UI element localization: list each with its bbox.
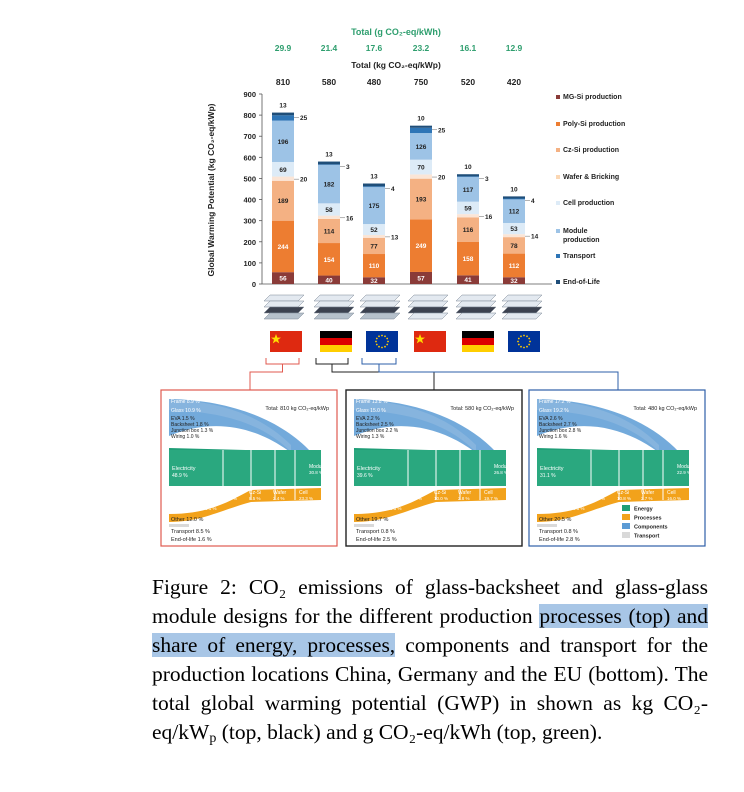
sankey-panel — [529, 390, 705, 546]
bar-data-label: 78 — [510, 242, 518, 250]
sankey-total: Total: 810 kg CO₂-eq/kWp — [265, 406, 329, 412]
connector-line — [332, 364, 434, 390]
y-axis-label: Global Warming Potential (kg CO₂-eq/kWp) — [206, 103, 216, 277]
sankey-other-label: Other 20.5 % — [539, 517, 572, 523]
flag-eu-star — [381, 347, 383, 349]
bar-segment — [503, 196, 525, 198]
bar-data-label: 182 — [323, 181, 335, 189]
sankey-stage-label: Wafer — [458, 490, 472, 496]
module-layer — [408, 301, 448, 307]
y-tick-label: 200 — [243, 237, 256, 247]
sankey-panels — [161, 390, 705, 546]
bar-segment — [363, 184, 385, 187]
y-tick-label: 0 — [251, 280, 256, 289]
bar-segment — [272, 113, 294, 116]
module-layer — [314, 301, 354, 307]
bar-data-label: 53 — [510, 226, 518, 234]
flag-eu-star — [520, 346, 522, 348]
flag-eu-star — [381, 335, 383, 337]
sankey-stage-label: Cz-Si — [617, 490, 630, 496]
bar-data-label: 189 — [277, 198, 289, 206]
sankey-stage-value: 10.0 % — [434, 496, 449, 501]
bars — [272, 103, 539, 286]
bracket-connectors — [250, 358, 618, 390]
sankey-eol-label: End-of-life 2.5 % — [356, 537, 397, 543]
sankey-electricity-value: 48.9 % — [172, 473, 188, 479]
sankey-component-label: Frame 17.2 % — [539, 399, 571, 405]
bar-data-label: 4 — [531, 198, 535, 205]
sankey-transport-label: Transport 8.5 % — [171, 529, 210, 535]
bar-segment — [318, 216, 340, 219]
flag-eu-star — [384, 335, 386, 337]
bar-data-label: 158 — [462, 256, 474, 264]
sankey-transport-flow — [537, 524, 557, 527]
bar-data-label: 249 — [415, 243, 427, 251]
sankey-stage-label: Wafer — [641, 490, 655, 496]
flag-eu — [366, 331, 398, 352]
sankey-component-label: Glass 15.0 % — [356, 408, 386, 414]
flag-eu-star — [376, 344, 378, 346]
sankey-component-label: EVA 2.6 % — [539, 416, 563, 422]
sankey-stage-value: 30.8 % — [309, 470, 324, 475]
flag-eu-star — [518, 344, 520, 346]
bar-segment — [410, 174, 432, 178]
sankey-component-label: Glass 10.9 % — [171, 408, 201, 414]
legend-swatch — [556, 95, 560, 99]
total-kg-per-kwp: 810 — [275, 77, 291, 87]
bar-data-label: 69 — [279, 166, 287, 174]
sankey-stage-label: Poly-Si — [591, 490, 607, 496]
total-g-per-kwh: 12.9 — [505, 43, 523, 53]
module-layer — [264, 307, 304, 313]
bar-data-label: 196 — [277, 138, 289, 146]
bar-data-label: 3 — [485, 175, 489, 183]
sankey-component-label: Frame 13.8 % — [356, 399, 388, 405]
total-kg-per-kwp: 750 — [413, 77, 429, 87]
sankey-stage-value: 0.5 % — [390, 506, 402, 511]
sankey-legend-label: Components — [634, 524, 668, 531]
y-tick-label: 600 — [243, 153, 256, 163]
sankey-other-label: Other 12.0 % — [171, 517, 204, 523]
sankey-stage-value: 10.8 % — [617, 496, 632, 501]
legend-swatch — [556, 201, 560, 205]
sankey-component-label: EVA 2.2 % — [356, 416, 380, 422]
bar-segment — [318, 162, 340, 165]
bar-data-label: 13 — [279, 102, 287, 110]
bar-data-label: 20 — [438, 174, 446, 182]
legend-label: Cz-Si production — [563, 147, 619, 154]
stacked-bar-chart — [206, 27, 625, 289]
sankey-component-label: Frame 8.9 % — [171, 399, 200, 405]
module-layer — [456, 295, 496, 301]
y-tick-label: 100 — [243, 258, 256, 268]
bar-segment — [272, 115, 294, 120]
flag-eu-star — [528, 344, 530, 346]
flag-eu-star — [529, 341, 531, 343]
bar-data-label: 4 — [391, 185, 395, 193]
sankey-component-label: Backsheet 2.5 % — [356, 422, 394, 428]
sankey-component-label: EVA 1.5 % — [171, 416, 195, 422]
module-layer — [264, 301, 304, 307]
sankey-stage-value: 16.0 % — [667, 496, 682, 501]
legend-swatch — [556, 122, 560, 126]
sankey-transport-flow — [169, 524, 189, 527]
module-layer — [408, 295, 448, 301]
flag-eu-star — [378, 346, 380, 348]
legend-label: End-of-Life — [563, 279, 600, 286]
module-layer — [360, 301, 400, 307]
bar-data-label: 193 — [415, 196, 427, 204]
flag-eu-star — [526, 346, 528, 348]
sankey-stage-label: Cell — [484, 490, 493, 496]
connector-line — [379, 364, 618, 390]
sankey-component-label: Wiring 1.0 % — [171, 434, 200, 440]
bar-segment — [457, 214, 479, 217]
total-g-per-kwh: 21.4 — [320, 43, 338, 53]
bar-data-label: 13 — [370, 173, 378, 181]
bar-data-label: 10 — [464, 164, 472, 172]
bar-data-label: 41 — [464, 277, 472, 285]
total-g-per-kwh: 23.2 — [412, 43, 430, 53]
sankey-stage-label: MG-Si — [573, 500, 588, 506]
sankey-stage-value: 2.8 % — [458, 496, 470, 501]
sankey-stage-label: Cz-Si — [434, 490, 447, 496]
sankey-stage-value: 0.8 % — [573, 506, 585, 511]
module-layer — [408, 313, 448, 319]
sankey-component-label: Wiring 1.6 % — [539, 434, 568, 440]
bar-data-label: 32 — [510, 278, 518, 286]
sankey-stage-value: 23.3 % — [299, 496, 314, 501]
module-layer — [502, 307, 542, 313]
caption-sub: p — [209, 731, 217, 746]
sankey-electricity-label: Electricity — [540, 466, 564, 472]
legend-swatch — [556, 229, 560, 233]
module-layer — [264, 313, 304, 319]
bar-segment — [503, 199, 525, 200]
sankey-eol-label: End-of-life 1.6 % — [171, 537, 212, 543]
sankey-electricity-label: Electricity — [172, 466, 196, 472]
sankey-panel — [161, 390, 337, 546]
flag-eu-star — [386, 344, 388, 346]
module-layer — [456, 313, 496, 319]
total-g-per-kwh-title: Total (g CO₂-eq/kWh) — [351, 27, 441, 37]
sankey-stage-label: Cell — [299, 490, 308, 496]
flag-eu-star — [386, 338, 388, 340]
bar-data-label: 112 — [508, 262, 520, 270]
sankey-stage-label: MG-Si — [390, 500, 405, 506]
bar-segment — [457, 176, 479, 177]
caption-part-3: (top, black) and g CO₂-eq/kWh (top, green). — [221, 720, 603, 744]
sankey-stage-value: 2.7 % — [641, 496, 653, 501]
legend-label: Poly-Si production — [563, 121, 626, 128]
flag-germany-black — [462, 331, 494, 338]
caption-highlight: processes (top) and share of energy, processes, — [152, 604, 708, 657]
flag-germany-gold — [320, 345, 352, 352]
bar-data-label: 244 — [277, 243, 289, 251]
sankey-stage-label: Poly-Si — [408, 490, 424, 496]
sankey-component-label: Backsheet 1.8 % — [171, 422, 209, 428]
figure-caption — [152, 573, 708, 753]
bar-data-label: 40 — [325, 277, 333, 285]
sankey-component-label: Junction box 1.3 % — [171, 428, 214, 434]
bar-data-label: 32 — [370, 278, 378, 286]
module-layer — [360, 307, 400, 313]
flag-eu-star — [523, 335, 525, 337]
flag-eu-star — [528, 338, 530, 340]
flag-germany-black — [320, 331, 352, 338]
sankey-stage-label: Cz-Si — [249, 490, 262, 496]
module-layer — [502, 301, 542, 307]
bar-data-label: 77 — [370, 243, 378, 251]
y-tick-label: 400 — [243, 195, 256, 205]
bracket — [316, 358, 348, 364]
caption-part-2: components and transport for the production locations China, Germany and the EU (bottom). The total global warming potential (GWP) in shown as kg CO₂-eq/kW — [152, 633, 709, 744]
module-designs — [264, 295, 542, 319]
sankey-transport-flow — [354, 524, 374, 527]
sankey-stage-label: Wafer — [273, 490, 287, 496]
flag-eu-star — [517, 341, 519, 343]
y-tick-label: 800 — [243, 111, 256, 121]
sankey-stage-value: 24.2 % — [223, 496, 238, 501]
bar-data-label: 25 — [438, 127, 446, 135]
module-layer — [264, 295, 304, 301]
sankey-legend-swatch — [622, 532, 630, 538]
sankey-component-label: Junction box 2.2 % — [356, 428, 399, 434]
sankey-stage-label: Module — [309, 464, 326, 470]
bar-segment — [410, 128, 432, 133]
flag-eu — [508, 331, 540, 352]
bracket — [362, 358, 396, 364]
bar-data-label: 58 — [325, 206, 333, 214]
legend-swatch — [556, 254, 560, 258]
total-kg-per-kwp-title: Total (kg CO₂-eq/kWp) — [351, 60, 441, 70]
sankey-legend-label: Transport — [634, 533, 660, 540]
sankey-stage-label: MG-Si — [205, 500, 220, 506]
legend-label: Module — [563, 228, 588, 235]
bar-data-label: 14 — [531, 233, 539, 241]
sankey-stage-label: Cell — [667, 490, 676, 496]
legend-label: Transport — [563, 253, 596, 260]
chart-legend — [556, 94, 625, 286]
legend-swatch — [556, 280, 560, 284]
flag-eu-star — [526, 335, 528, 337]
total-g-per-kwh: 29.9 — [274, 43, 292, 53]
bar-segment — [410, 126, 432, 128]
legend-label: Cell production — [563, 200, 615, 207]
bar-data-label: 59 — [464, 205, 472, 213]
bar-data-label: 20 — [300, 176, 308, 184]
sankey-stage-value: 19.7 % — [484, 496, 499, 501]
bar-data-label: 154 — [323, 256, 335, 264]
country-flags — [270, 331, 540, 352]
sankey-total: Total: 480 kg CO₂-eq/kWp — [633, 406, 697, 412]
sankey-stage-value: 31.4 % — [408, 496, 423, 501]
bar-segment — [363, 186, 385, 187]
legend-swatch — [556, 175, 560, 179]
total-kg-per-kwp: 580 — [321, 77, 337, 87]
sankey-stage-value: 2.4 % — [273, 496, 285, 501]
sankey-component-label: Glass 19.2 % — [539, 408, 569, 414]
bar-data-label: 10 — [417, 115, 425, 123]
bar-data-label: 126 — [415, 143, 427, 151]
sankey-panel — [346, 390, 522, 546]
flag-germany-gold — [462, 345, 494, 352]
flag-eu-star — [518, 338, 520, 340]
connector-line — [250, 364, 283, 390]
sankey-stage-value: 8.5 % — [249, 496, 261, 501]
total-kg-per-kwp: 480 — [366, 77, 382, 87]
module-layer — [502, 295, 542, 301]
bar-data-label: 16 — [485, 213, 493, 221]
sankey-stage-value: 22.9 % — [677, 470, 692, 475]
module-layer — [314, 307, 354, 313]
total-kg-per-kwp: 420 — [506, 77, 522, 87]
flag-germany-red — [320, 338, 352, 345]
bar-segment — [503, 234, 525, 237]
bar-data-label: 16 — [346, 215, 354, 223]
y-tick-label: 700 — [243, 132, 256, 142]
module-layer — [360, 313, 400, 319]
flag-eu-star — [387, 341, 389, 343]
sankey-stage-value: 36.5 % — [591, 496, 606, 501]
y-tick-label: 500 — [243, 174, 256, 184]
module-layer — [408, 307, 448, 313]
sankey-stage-value: 26.8 % — [494, 470, 509, 475]
caption-part-1: Figure 2: CO₂ emissions of glass-backsheet and glass-glass module designs for the different production — [152, 575, 708, 628]
module-layer — [502, 313, 542, 319]
bar-data-label: 175 — [368, 203, 380, 211]
bar-data-label: 112 — [508, 208, 520, 216]
sankey-legend-swatch — [622, 514, 630, 520]
sankey-component-label: Backsheet 2.7 % — [539, 422, 577, 428]
bar-data-label: 70 — [417, 164, 425, 172]
sankey-stage-label: Module — [494, 464, 511, 470]
sankey-eol-label: End-of-life 2.8 % — [539, 537, 580, 543]
sankey-electricity-label: Electricity — [357, 466, 381, 472]
bar-data-label: 3 — [346, 163, 350, 171]
bar-segment — [457, 174, 479, 176]
sankey-transport-label: Transport 0.8 % — [539, 529, 578, 535]
sankey-stage-value: 3.1 % — [205, 506, 217, 511]
total-g-per-kwh: 16.1 — [459, 43, 477, 53]
sankey-legend-swatch — [622, 523, 630, 529]
bar-segment — [318, 164, 340, 165]
sankey-legend-label: Energy — [634, 506, 653, 513]
module-layer — [360, 295, 400, 301]
module-layer — [314, 313, 354, 319]
sankey-component-label: Wiring 1.3 % — [356, 434, 385, 440]
bracket — [266, 358, 299, 364]
bar-data-label: 52 — [370, 227, 378, 235]
module-layer — [314, 295, 354, 301]
flag-germany-red — [462, 338, 494, 345]
bar-segment — [363, 235, 385, 238]
sankey-transport-label: Transport 0.8 % — [356, 529, 395, 535]
bar-data-label: 13 — [391, 234, 399, 242]
sankey-total: Total: 580 kg CO₂-eq/kWp — [450, 406, 514, 412]
sankey-stage-label: Module — [677, 464, 694, 470]
module-layer — [456, 307, 496, 313]
y-tick-label: 300 — [243, 216, 256, 226]
sankey-stage-label: Poly-Si — [223, 490, 239, 496]
sankey-other-label: Other 19.7 % — [356, 517, 389, 523]
bar-data-label: 114 — [323, 228, 335, 236]
sankey-legend-swatch — [622, 505, 630, 511]
flag-eu-star — [378, 335, 380, 337]
sankey-legend-label: Processes — [634, 515, 662, 522]
flag-eu-star — [523, 347, 525, 349]
total-kg-per-kwp: 520 — [460, 77, 476, 87]
bar-data-label: 25 — [300, 114, 308, 122]
sankey-electricity-value: 31.1 % — [540, 473, 556, 479]
legend-swatch — [556, 148, 560, 152]
bar-data-label: 56 — [279, 275, 287, 283]
bar-data-label: 117 — [462, 186, 474, 194]
flag-eu-star — [384, 346, 386, 348]
flag-eu-star — [375, 341, 377, 343]
sankey-electricity-value: 39.6 % — [357, 473, 373, 479]
bar-segment — [272, 177, 294, 181]
y-tick-label: 900 — [243, 90, 256, 99]
bar-data-label: 110 — [368, 263, 380, 271]
legend-label: MG-Si production — [563, 94, 622, 101]
bar-data-label: 13 — [325, 151, 333, 159]
sankey-component-label: Junction box 2.8 % — [539, 428, 582, 434]
legend-label: Wafer & Bricking — [563, 174, 620, 181]
module-layer — [456, 301, 496, 307]
total-g-per-kwh: 17.6 — [365, 43, 383, 53]
legend-label: production — [563, 237, 600, 244]
bar-data-label: 116 — [462, 227, 474, 235]
bar-data-label: 10 — [510, 186, 518, 194]
bar-data-label: 57 — [417, 275, 425, 283]
flag-eu-star — [520, 335, 522, 337]
flag-eu-star — [376, 338, 378, 340]
